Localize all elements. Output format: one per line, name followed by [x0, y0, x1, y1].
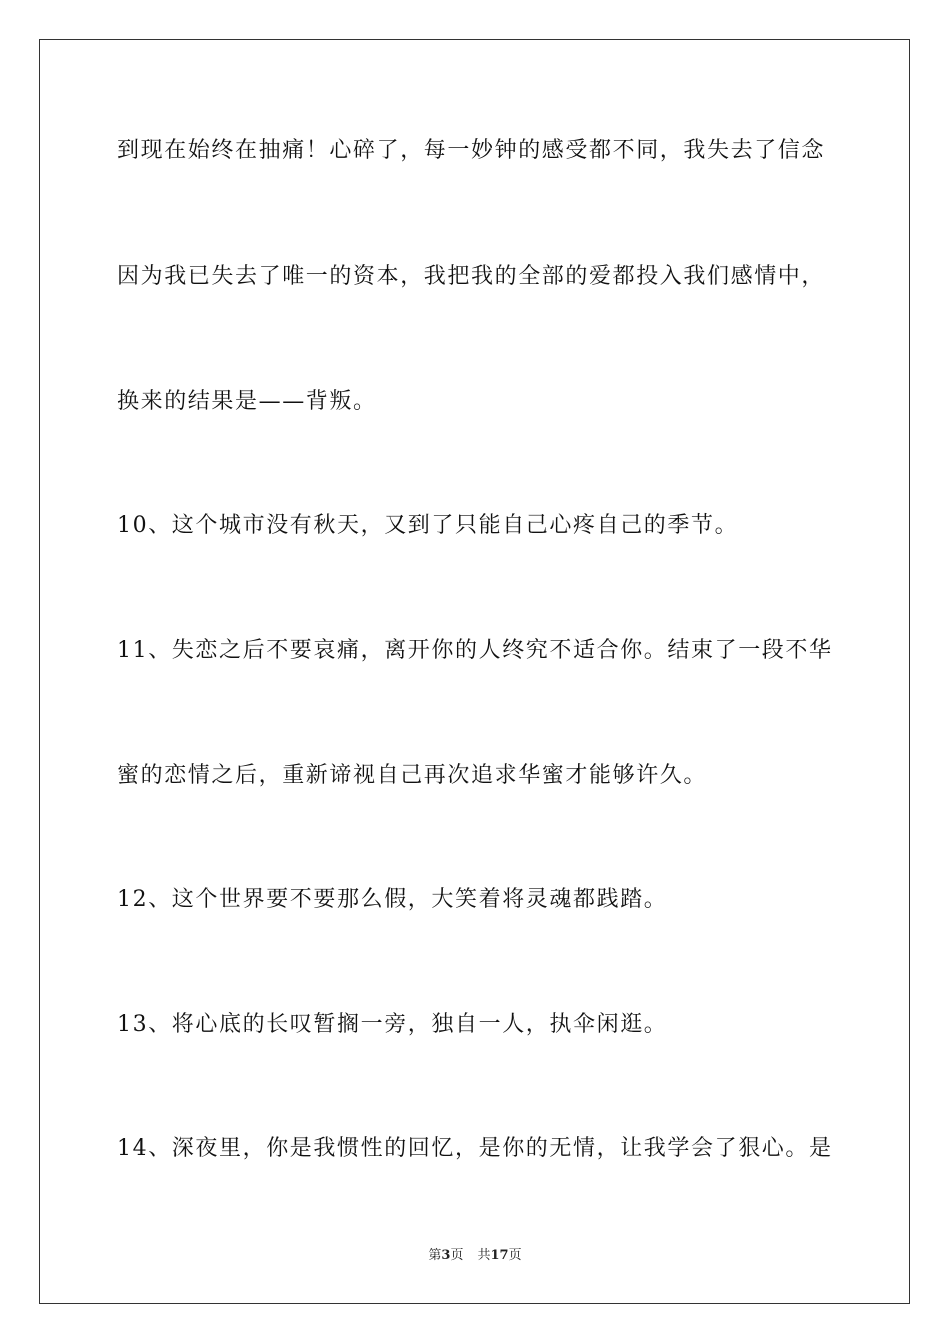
text-line: 因为我已失去了唯一的资本，我把我的全部的爱都投入我们感情中， — [117, 264, 826, 289]
page-current: 3 — [441, 1248, 451, 1263]
total-suffix: 页 — [508, 1248, 522, 1263]
text-line: 12、这个世界要不要那么假，大笑着将灵魂都践踏。 — [117, 887, 668, 912]
page-footer — [0, 1247, 950, 1265]
page-number — [428, 1248, 463, 1263]
text-line: 10、这个城市没有秋天，又到了只能自己心疼自己的季节。 — [117, 513, 739, 538]
page-suffix: 页 — [450, 1248, 464, 1263]
total-count: 17 — [490, 1248, 509, 1263]
text-line: 14、深夜里，你是我惯性的回忆，是你的无情，让我学会了狠心。是 — [117, 1136, 833, 1161]
text-line: 换来的结果是——背叛。 — [117, 389, 377, 414]
total-prefix: 共 — [477, 1248, 491, 1263]
text-line: 到现在始终在抽痛！心碎了，每一妙钟的感受都不同，我失去了信念 — [117, 138, 826, 163]
page-prefix: 第 — [428, 1248, 442, 1263]
text-line: 11、失恋之后不要哀痛，离开你的人终究不适合你。结束了一段不华 — [117, 638, 833, 663]
page-total — [477, 1248, 521, 1263]
text-line: 13、将心底的长叹暂搁一旁，独自一人，执伞闲逛。 — [117, 1012, 668, 1037]
text-line: 蜜的恋情之后，重新谛视自己再次追求华蜜才能够许久。 — [117, 763, 708, 788]
page-border — [39, 39, 910, 1304]
